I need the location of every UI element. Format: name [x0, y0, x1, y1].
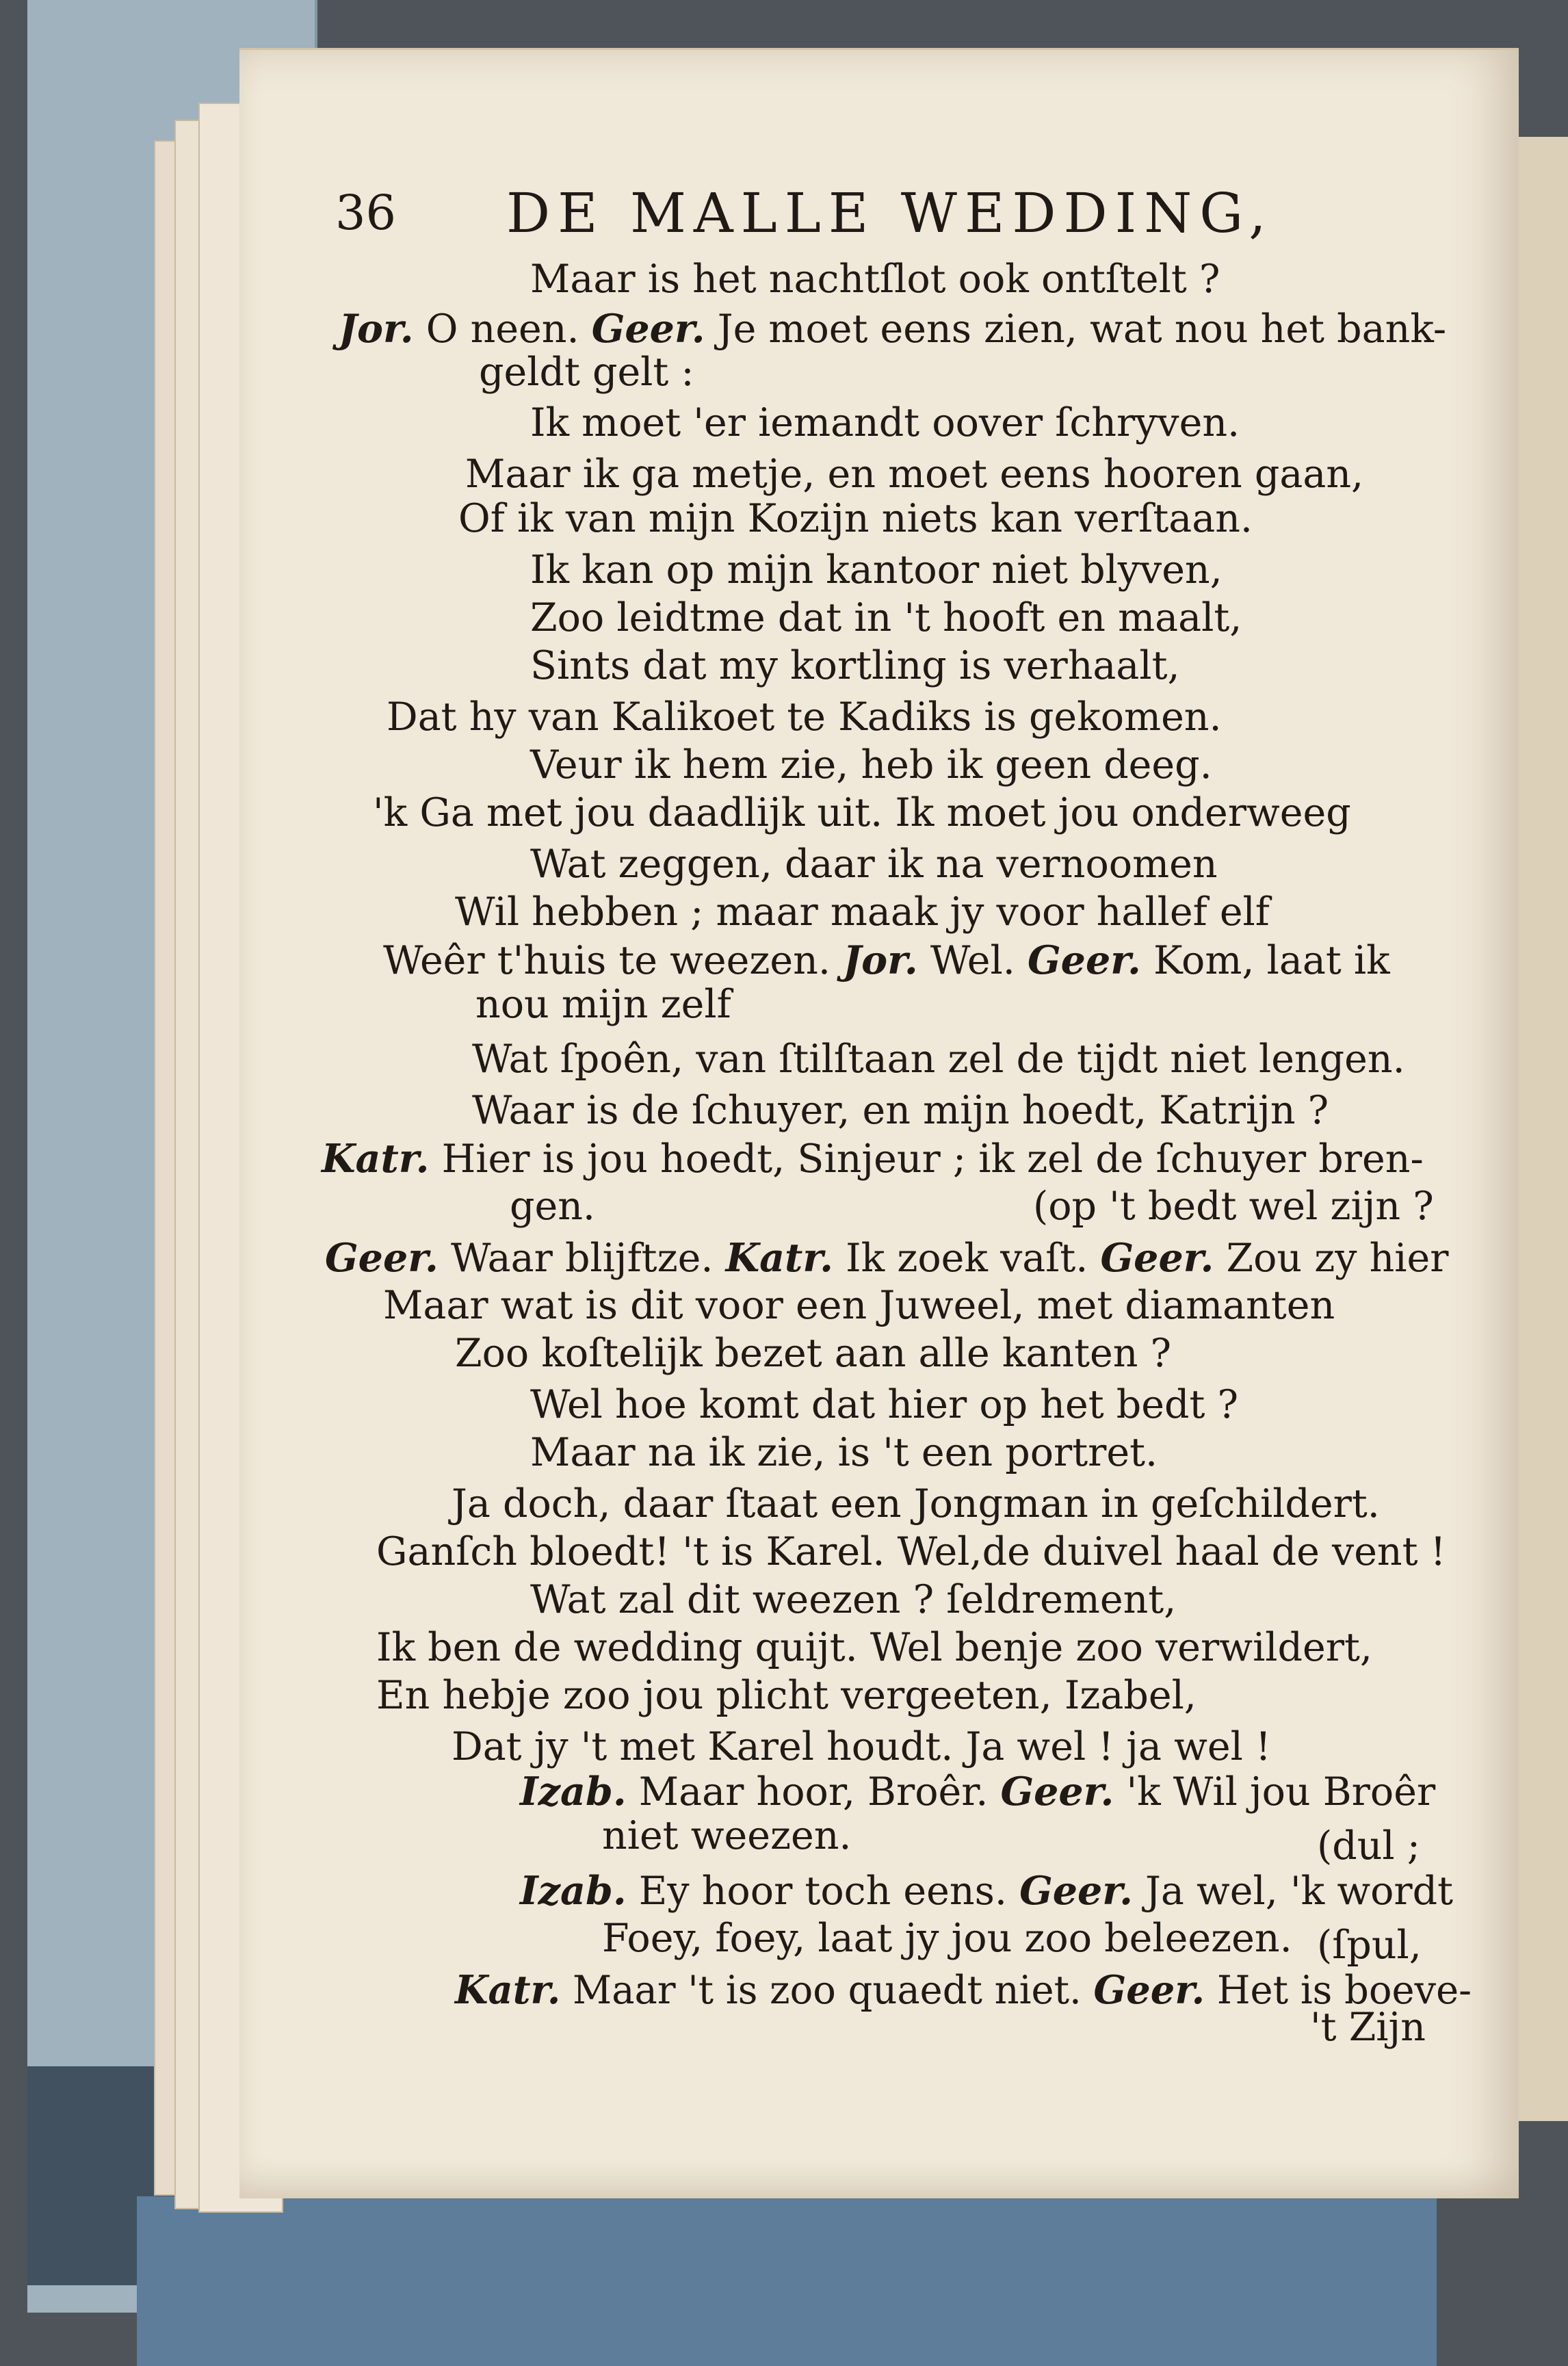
verse-line: Izab. Maar hoor, Broêr. Geer. 'k Wil jou Broêr: [520, 1769, 1436, 1815]
verse-line: Katr. Maar 't is zoo quaedt niet. Geer. Het is boeve-: [455, 1967, 1472, 2013]
verse-line: Zoo leidtme dat in 't hooft en maalt,: [530, 595, 1242, 640]
catchword: 't Zijn: [1310, 2005, 1426, 2050]
speaker-label: Geer.: [1100, 1235, 1214, 1281]
verse-line: Wel hoe komt dat hier op het bedt ?: [530, 1382, 1239, 1427]
page-number: 36: [335, 185, 397, 241]
verse-line: Izab. Ey hoor toch eens. Geer. Ja wel, 'k wordt: [520, 1868, 1454, 1914]
verse-line: Ik ben de wedding quijt. Wel benje zoo verwildert,: [376, 1625, 1373, 1670]
speaker-label: Izab.: [520, 1769, 627, 1815]
verse-line: nou mijn zelf: [475, 982, 731, 1027]
verse-line: Waar is de ſchuyer, en mijn hoedt, Katrijn ?: [472, 1088, 1329, 1133]
speaker-label: Geer.: [1019, 1868, 1133, 1914]
speaker-label: Geer.: [1093, 1967, 1205, 2013]
verse-line: Ganſch bloedt! 't is Karel. Wel,de duivel haal de vent !: [376, 1529, 1446, 1574]
verse-line: Maar na ik zie, is 't een portret.: [530, 1430, 1158, 1475]
verse-line: Maar is het nachtſlot ook ontſtelt ?: [530, 257, 1220, 302]
verse-line: Weêr t'huis te weezen. Jor. Wel. Geer. Kom, laat ik: [383, 937, 1390, 983]
verse-line: Veur ik hem zie, heb ik geen deeg.: [530, 742, 1212, 788]
running-head: DE MALLE WEDDING,: [506, 181, 1274, 245]
verse-line: Ik moet 'er iemandt oover ſchryven.: [530, 400, 1240, 445]
verse-line: Wat ſpoên, van ſtilſtaan zel de tijdt niet lengen.: [472, 1037, 1405, 1082]
verse-line: Wat zeggen, daar ik na vernoomen: [530, 842, 1218, 887]
stage-direction: (dul ;: [1317, 1823, 1420, 1869]
verse-line: 'k Ga met jou daadlijk uit. Ik moet jou onderweeg: [373, 790, 1351, 835]
speaker-label: Jor.: [843, 937, 918, 983]
speaker-label: Izab.: [520, 1868, 627, 1914]
verse-line: gen.: [510, 1184, 596, 1229]
verse-line: Foey, foey, laat jy jou zoo beleezen.: [602, 1916, 1292, 1961]
verse-line: Of ik van mijn Kozijn niets kan verſtaan.: [458, 496, 1253, 541]
stage-direction: (ſpul,: [1317, 1923, 1422, 1968]
verse-line: Jor. O neen. Geer. Je moet eens zien, wat nou het bank-: [339, 306, 1447, 352]
stage-direction: (op 't bedt wel zijn ?: [1033, 1184, 1434, 1229]
verse-line: Dat hy van Kalikoet te Kadiks is gekomen.: [387, 694, 1222, 740]
verse-line: Zoo koſtelijk bezet aan alle kanten ?: [455, 1331, 1172, 1376]
verse-line: Katr. Hier is jou hoedt, Sinjeur ; ik zel de ſchuyer bren-: [322, 1136, 1424, 1182]
speaker-label: Katr.: [322, 1136, 430, 1182]
speaker-label: Geer.: [1000, 1769, 1114, 1815]
verse-line: Maar wat is dit voor een Juweel, met diamanten: [383, 1283, 1335, 1328]
speaker-label: Geer.: [591, 306, 705, 352]
speaker-label: Katr.: [455, 1967, 561, 2013]
verse-line: Ja doch, daar ſtaat een Jongman in geſchildert.: [452, 1481, 1380, 1526]
verse-line: Wat zal dit weezen ? ſeldrement,: [530, 1577, 1177, 1622]
verse-line: Sints dat my kortling is verhaalt,: [530, 643, 1180, 688]
speaker-label: Katr.: [725, 1235, 834, 1281]
speaker-label: Geer.: [1028, 937, 1141, 983]
speaker-label: Geer.: [325, 1235, 439, 1281]
verse-line: Maar ik ga metje, en moet eens hooren gaan,: [465, 452, 1364, 497]
verse-line: Geer. Waar blijftze. Katr. Ik zoek vaſt. Geer. Zou zy hier: [325, 1235, 1449, 1281]
verse-line: En hebje zoo jou plicht vergeeten, Izabel,: [376, 1673, 1197, 1718]
verse-line: Dat jy 't met Karel houdt. Ja wel ! ja wel !: [452, 1724, 1271, 1769]
verse-line: geldt gelt :: [479, 350, 694, 395]
speaker-label: Jor.: [339, 306, 414, 352]
verse-line: niet weezen.: [602, 1813, 852, 1858]
book-cover-bottom: [137, 2196, 1437, 2366]
verse-line: Wil hebben ; maar maak jy voor hallef elf: [455, 889, 1270, 935]
verse-line: Ik kan op mijn kantoor niet blyven,: [530, 547, 1223, 593]
